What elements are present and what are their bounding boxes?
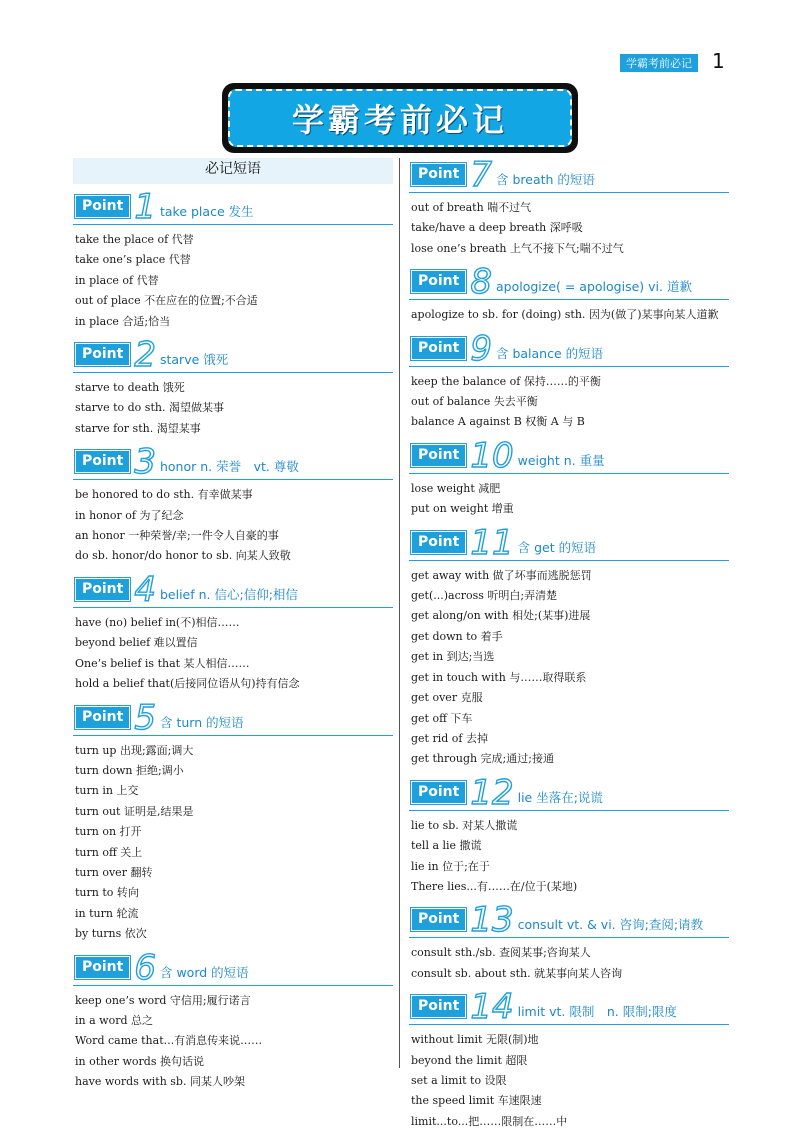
phrase-entry: get over 克服 <box>411 691 483 705</box>
phrase-entry: turn over 翻转 <box>75 865 153 879</box>
phrase-entry: One’s belief is that 某人相信…… <box>75 656 250 670</box>
phrase-entry: balance A against B 权衡 A 与 B <box>411 415 585 429</box>
point-header <box>409 262 729 303</box>
phrase-entry: be honored to do sth. 有幸做某事 <box>75 488 253 502</box>
phrase-entry: turn up 出现;露面;调大 <box>75 743 194 757</box>
point-title: limit vt. 限制 n. 限制;限度 <box>517 1004 677 1020</box>
phrase-entry: turn off 关上 <box>75 845 143 859</box>
phrase-entry: the speed limit 车速限速 <box>411 1094 542 1108</box>
point-header <box>73 442 393 483</box>
phrase-entry: take/have a deep breath 深呼吸 <box>411 221 583 235</box>
point-block <box>409 772 729 898</box>
phrase-entry: put on weight 增重 <box>411 502 514 516</box>
phrase-entry: limit...to...把……限制在……中 <box>411 1114 568 1128</box>
phrase-entry: in turn 轮流 <box>75 906 139 920</box>
title-banner <box>222 83 578 153</box>
point-number: 14 <box>470 987 514 1028</box>
point-block <box>409 262 729 325</box>
column-divider <box>399 158 400 1068</box>
phrase-entry: starve to death 饿死 <box>75 381 185 395</box>
phrase-entry: tell a lie 撒谎 <box>411 839 482 853</box>
phrase-entry: beyond the limit 超限 <box>411 1053 528 1067</box>
point-block <box>73 947 393 1093</box>
point-badge: Point <box>411 337 466 360</box>
point-title: 含 word 的短语 <box>159 964 249 980</box>
phrase-entry: in place of 代替 <box>75 273 159 287</box>
phrase-entry: take one’s place 代替 <box>75 253 191 267</box>
point-title: belief n. 信心;信仰;相信 <box>159 586 298 602</box>
point-block <box>73 335 393 439</box>
point-header <box>73 187 393 227</box>
point-header <box>409 900 729 941</box>
phrase-entry: hold a belief that(后接同位语从句)持有信念 <box>75 677 300 691</box>
point-title: 含 turn 的短语 <box>159 714 244 730</box>
point-badge: Point <box>411 995 466 1018</box>
point-block <box>409 522 729 770</box>
point-header <box>409 987 729 1028</box>
point-block <box>409 155 729 259</box>
point-number: 13 <box>470 900 514 941</box>
phrase-entry: get away with 做了坏事而逃脱惩罚 <box>411 568 592 582</box>
phrase-entry: get down to 着手 <box>411 629 503 643</box>
point-number: 4 <box>134 569 156 610</box>
point-number: 5 <box>134 697 156 738</box>
point-header <box>409 435 729 476</box>
point-number: 3 <box>134 442 156 483</box>
point-title: apologize( = apologise) vi. 道歉 <box>495 279 692 295</box>
phrase-entry: in other words 换句话说 <box>75 1054 204 1068</box>
header-tag: 学霸考前必记 <box>620 54 698 72</box>
phrase-entry: lose one’s breath 上气不接下气;喘不过气 <box>411 241 624 255</box>
point-block <box>409 987 729 1132</box>
point-badge: Point <box>411 270 466 293</box>
point-title: 含 breath 的短语 <box>495 172 595 187</box>
point-title: weight n. 重量 <box>517 452 605 468</box>
phrase-entry: out of breath 喘不过气 <box>411 201 532 214</box>
phrase-entry: turn in 上交 <box>75 784 139 798</box>
phrase-entry: turn on 打开 <box>75 825 142 839</box>
point-number: 10 <box>470 435 514 476</box>
point-title: consult vt. & vi. 咨询;查阅;请教 <box>517 917 704 933</box>
phrase-entry: keep the balance of 保持……的平衡 <box>411 374 601 388</box>
phrase-entry: lose weight 减肥 <box>411 481 501 495</box>
phrase-entry: get in 到达;当选 <box>411 650 495 664</box>
phrase-entry: in a word 总之 <box>75 1013 153 1027</box>
phrase-entry: turn down 拒绝;调小 <box>75 763 184 777</box>
point-badge: Point <box>411 781 466 804</box>
phrase-entry: get off 下车 <box>411 711 473 725</box>
phrase-entry: in honor of 为了纪念 <box>75 508 184 522</box>
phrase-entry: lie in 位于;在于 <box>411 859 490 873</box>
point-header <box>409 328 729 369</box>
phrase-entry: set a limit to 设限 <box>411 1073 507 1087</box>
point-badge: Point <box>75 450 130 473</box>
point-title: take place 发生 <box>159 204 254 219</box>
point-title: honor n. 荣誉 vt. 尊敬 <box>159 459 299 475</box>
point-block <box>73 569 393 695</box>
point-block <box>73 187 393 332</box>
point-badge: Point <box>75 195 130 218</box>
point-title: lie 坐落在;说谎 <box>517 789 603 805</box>
point-badge: Point <box>75 343 130 366</box>
point-title: 含 get 的短语 <box>517 539 597 555</box>
phrase-entry: apologize to sb. for (doing) sth. 因为(做了)某事向某人道歉 <box>411 308 719 322</box>
phrase-entry: get through 完成;通过;接通 <box>411 752 554 766</box>
phrase-entry: starve to do sth. 渴望做某事 <box>75 401 224 415</box>
phrase-entry: get in touch with 与……取得联系 <box>411 670 587 684</box>
point-number: 11 <box>470 522 514 563</box>
point-header <box>409 772 729 813</box>
point-number: 9 <box>470 328 492 369</box>
point-block <box>409 900 729 984</box>
point-number: 12 <box>470 772 514 813</box>
point-badge: Point <box>411 444 466 467</box>
phrase-entry: get rid of 去掉 <box>411 731 488 745</box>
point-header <box>73 569 393 610</box>
point-title: starve 饿死 <box>159 352 229 368</box>
point-header <box>409 522 729 563</box>
phrase-entry: turn to 转向 <box>75 886 139 900</box>
point-badge: Point <box>411 908 466 931</box>
left-column <box>73 158 393 1099</box>
point-number: 2 <box>134 335 156 376</box>
phrase-entry: have words with sb. 同某人吵架 <box>75 1075 245 1089</box>
phrase-entry: consult sth./sb. 查阅某事;咨询某人 <box>411 946 591 960</box>
phrase-entry: beyond belief 难以置信 <box>75 636 198 650</box>
point-badge: Point <box>411 531 466 554</box>
point-badge: Point <box>75 578 130 601</box>
phrase-entry: There lies...有……在/位于(某地) <box>411 879 578 893</box>
point-header <box>73 697 393 738</box>
phrase-entry: get along/on with 相处;(某事)进展 <box>411 609 591 623</box>
point-number: 7 <box>470 155 492 195</box>
point-header <box>409 155 729 195</box>
phrase-entry: have (no) belief in(不)相信…… <box>75 615 240 629</box>
point-badge: Point <box>411 163 466 186</box>
point-number: 1 <box>134 187 156 227</box>
phrase-entry: without limit 无限(制)地 <box>411 1033 539 1047</box>
phrase-entry: an honor 一种荣誉/幸;一件令人自豪的事 <box>75 529 279 543</box>
phrase-entry: take the place of 代替 <box>75 233 194 246</box>
phrase-entry: Word came that...有消息传来说…… <box>75 1034 263 1048</box>
point-block <box>409 328 729 433</box>
point-number: 8 <box>470 262 492 303</box>
phrase-entry: out of balance 失去平衡 <box>411 395 538 409</box>
phrase-entry: lie to sb. 对某人撒谎 <box>411 818 518 832</box>
section-title: 必记短语 <box>73 158 393 184</box>
phrase-entry: out of place 不在应在的位置;不合适 <box>75 294 258 308</box>
point-block <box>73 442 393 567</box>
phrase-entry: do sb. honor/do honor to sb. 向某人致敬 <box>75 549 291 563</box>
phrase-entry: in place 合适;恰当 <box>75 314 171 328</box>
banner-title: 学霸考前必记 <box>228 89 572 147</box>
phrase-entry: get(...)across 听明白;弄清楚 <box>411 589 558 603</box>
right-column <box>409 155 729 1138</box>
point-header <box>73 335 393 376</box>
phrase-entry: starve for sth. 渴望某事 <box>75 421 201 435</box>
point-header <box>73 947 393 988</box>
point-block <box>73 697 393 945</box>
phrase-entry: consult sb. about sth. 就某事向某人咨询 <box>411 966 623 980</box>
phrase-entry: by turns 依次 <box>75 927 147 941</box>
point-badge: Point <box>75 956 130 979</box>
point-number: 6 <box>134 947 156 988</box>
page-number: 1 <box>712 49 725 73</box>
phrase-entry: turn out 证明是,结果是 <box>75 804 194 818</box>
point-block <box>409 435 729 520</box>
point-title: 含 balance 的短语 <box>495 345 604 361</box>
point-badge: Point <box>75 706 130 729</box>
phrase-entry: keep one’s word 守信用;履行诺言 <box>75 993 251 1007</box>
